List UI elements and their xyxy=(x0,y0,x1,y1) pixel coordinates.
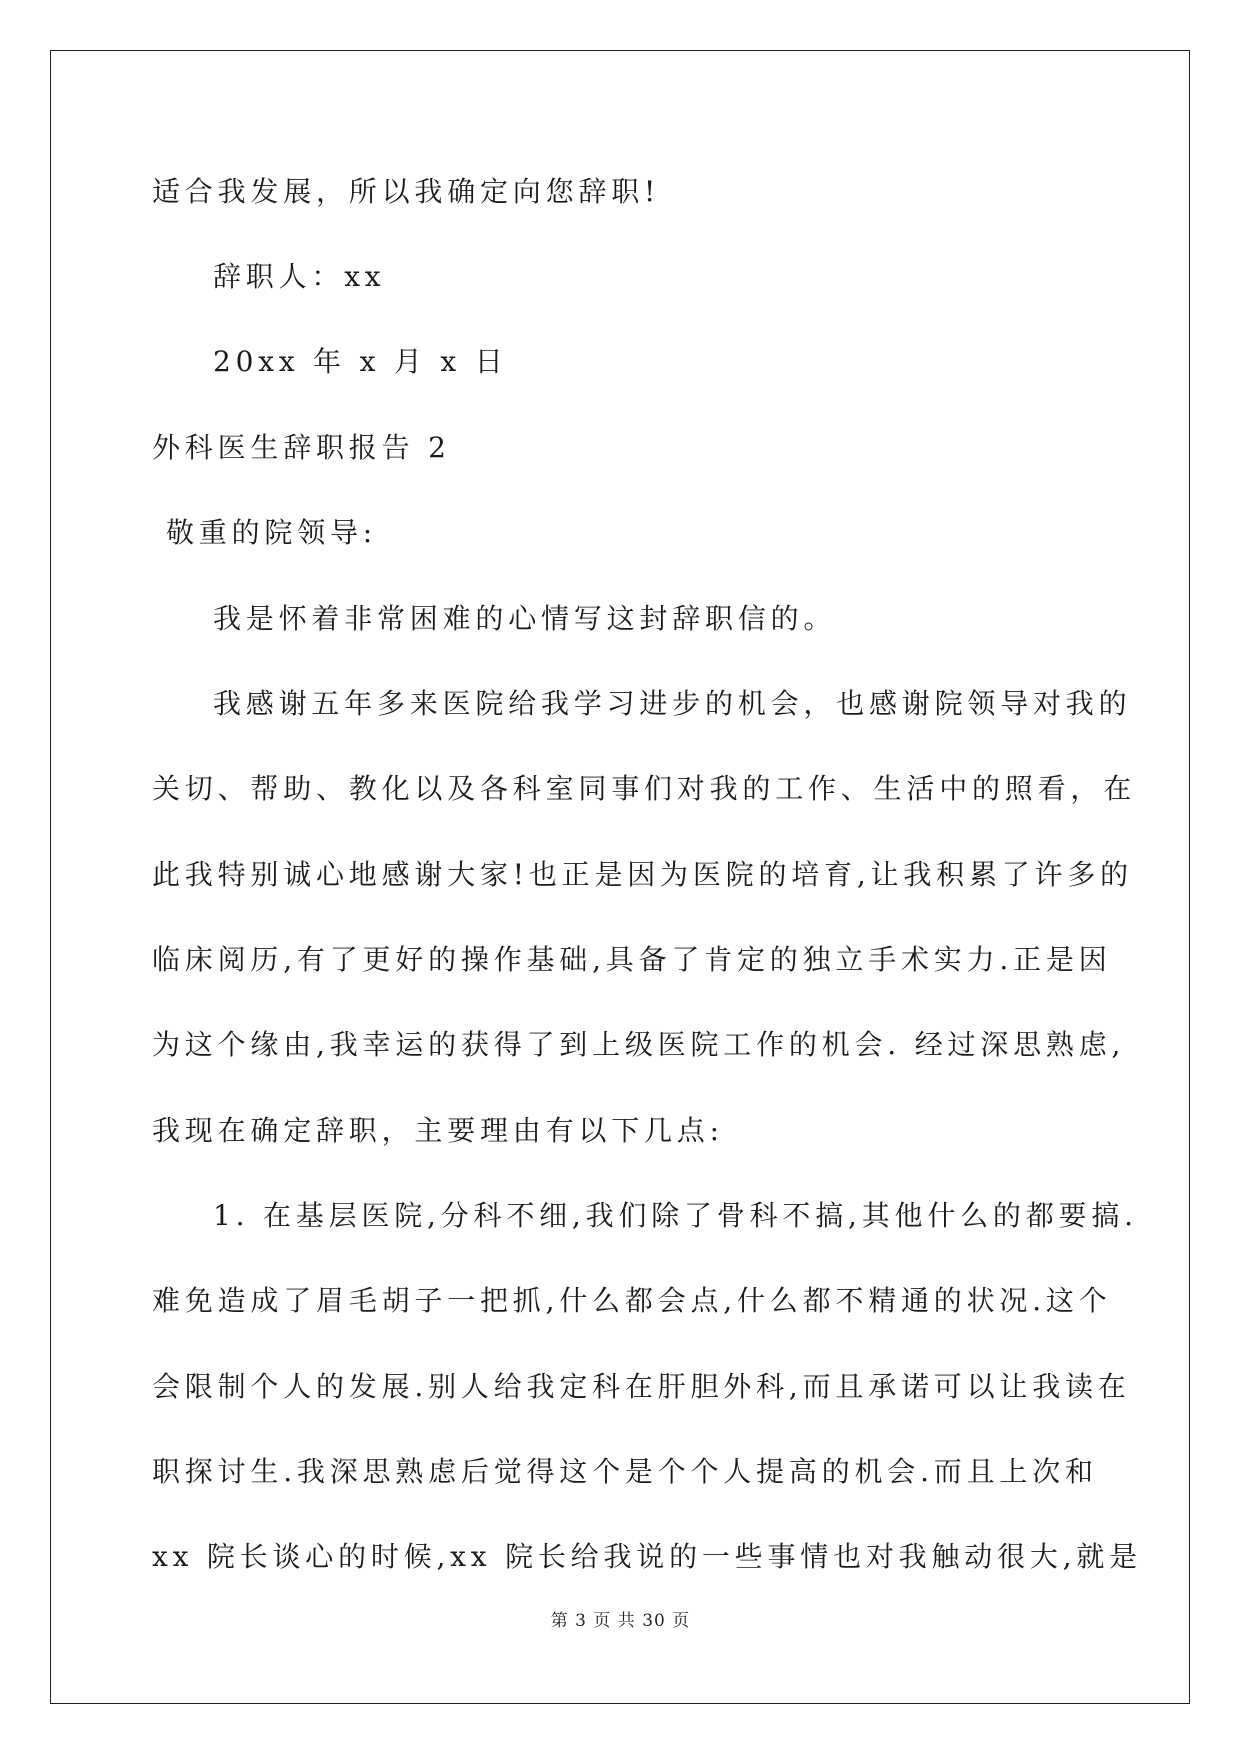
paragraph-line: 难免造成了眉毛胡子一把抓,什么都会点,什么都不精通的状况.这个 xyxy=(152,1284,1112,1317)
paragraph-line: 我现在确定辞职，主要理由有以下几点: xyxy=(152,1114,724,1147)
paragraph-line: 会限制个人的发展.别人给我定科在肝胆外科,而且承诺可以让我读在 xyxy=(152,1370,1131,1403)
section-title: 外科医生辞职报告 2 xyxy=(152,431,451,464)
paragraph-line: 临床阅历,有了更好的操作基础,具备了肯定的独立手术实力.正是因 xyxy=(152,943,1112,976)
date-line: 20xx 年 x 月 x 日 xyxy=(213,345,508,378)
list-item-1: 1. 在基层医院,分科不细,我们除了骨科不搞,其他什么的都要搞. xyxy=(213,1199,1138,1232)
paragraph-line: 此我特别诚心地感谢大家!也正是因为医院的培育,让我积累了许多的 xyxy=(152,858,1133,891)
paragraph-line: xx 院长谈心的时候,xx 院长给我说的一些事情也对我触动很大,就是 xyxy=(152,1540,1142,1573)
salutation: 敬重的院领导: xyxy=(166,516,378,549)
text-line-1: 适合我发展，所以我确定向您辞职! xyxy=(152,175,661,208)
paragraph-line: 为这个缘由,我幸运的获得了到上级医院工作的机会. 经过深思熟虑, xyxy=(152,1028,1126,1061)
paragraph-line: 我感谢五年多来医院给我学习进步的机会，也感谢院领导对我的 xyxy=(213,687,1132,720)
page-number: 第 3 页 共 30 页 xyxy=(550,1611,691,1631)
paragraph-line: 关切、帮助、教化以及各科室同事们对我的工作、生活中的照看，在 xyxy=(152,772,1137,805)
paragraph-line: 我是怀着非常困难的心情写这封辞职信的。 xyxy=(213,602,837,635)
paragraph-line: 职探讨生.我深思熟虑后觉得这个是个个人提高的机会.而且上次和 xyxy=(152,1455,1098,1488)
signer-line: 辞职人：xx xyxy=(213,260,386,293)
